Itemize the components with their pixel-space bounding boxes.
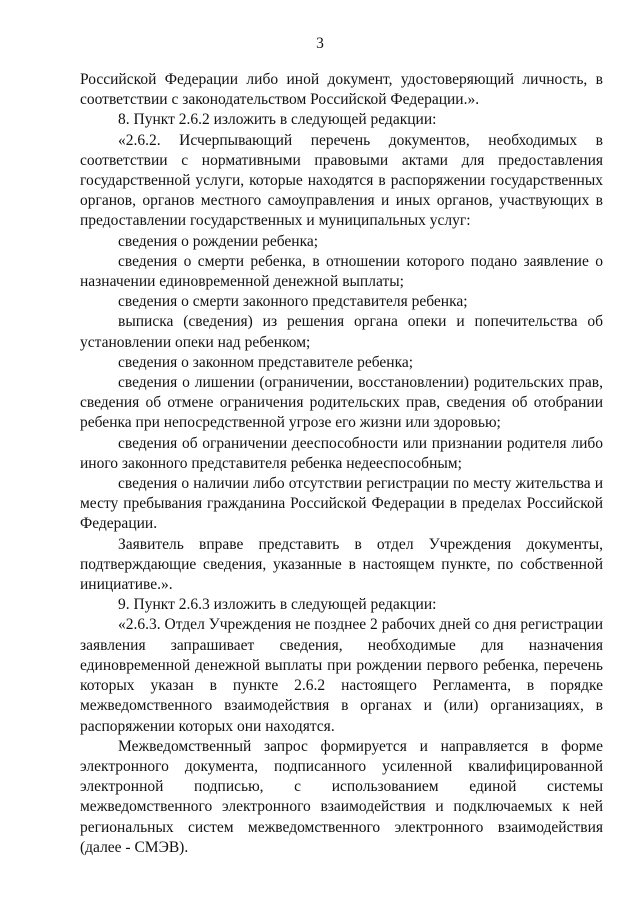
list-item: сведения о смерти законного представителя ребенка; [118,293,468,311]
list-item: сведения о рождении ребенка; [118,232,319,250]
list-item: сведения об ограничении дееспособности или признании родителя либо иного законного представителя ребенка недееспособным; [80,434,603,472]
page-number: 3 [316,35,324,52]
document-body [80,70,603,858]
list-item: сведения о наличии либо отсутствии регистрации по месту жительства и месту пребывания гражданина Российской Федерации в пределах Российской Федерации. [80,475,603,533]
paragraph: 8. Пункт 2.6.2 изложить в следующей редакции: [118,111,437,129]
paragraph: 9. Пункт 2.6.3 изложить в следующей редакции: [118,596,437,614]
paragraph: Заявитель вправе представить в отдел Учреждения документы, подтверждающие сведения, указанные в настоящем пункте, по собственной инициативе.». [80,535,603,594]
list-item: выписка (сведения) из решения органа опеки и попечительства об установлении опеки над ребенком; [80,313,603,351]
paragraph: «2.6.3. Отдел Учреждения не позднее 2 рабочих дней со дня регистрации заявления запрашивает сведения, необходимые для назначения единовременной денежной выплаты при рождении первого ребенка, перечень которых указан в пункте 2.6.2 настоящего Регламента, в порядке межведомственного взаимодействия в органах и (или) организациях, в распоряжении которых они находятся. [80,616,603,735]
list-item: сведения о лишении (ограничении, восстановлении) родительских прав, сведения об отмене ограничения родительских прав, сведения об отобрании ребенка при непосредственной угрозе его жизни или здоровью; [80,374,603,432]
list-item: сведения о законном представителе ребенка; [118,353,414,371]
paragraph: Российской Федерации либо иной документ, удостоверяющий личность, в соответствии с законодательством Российской Федерации.». [80,71,603,109]
paragraph: Межведомственный запрос формируется и направляется в форме электронного документа, подписанного усиленной квалифицированной электронной подписью, с использованием единой системы межведомственного электронного взаимодействия и подключаемых к ней региональных систем межведомственного электронного взаимодействия (далее - СМЭВ). [80,737,603,856]
paragraph: «2.6.2. Исчерпывающий перечень документов, необходимых в соответствии с нормативными правовыми актами для предоставления государственной услуги, которые находятся в распоряжении государственных органов, органов местного самоуправления и иных органов, участвующих в предоставлении государственных и муниципальных услуг: [80,131,603,230]
list-item: сведения о смерти ребенка, в отношении которого подано заявление о назначении единовременной денежной выплаты; [80,252,603,291]
